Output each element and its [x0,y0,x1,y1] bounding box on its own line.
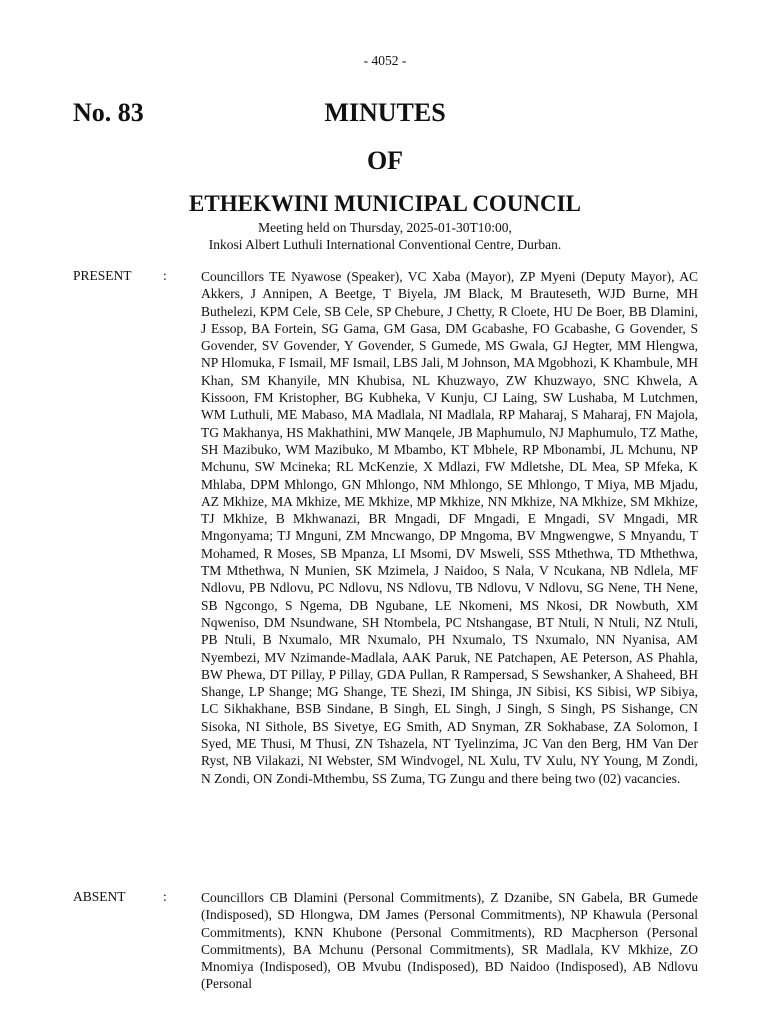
meeting-venue-line: Inkosi Albert Luthuli International Conventional Centre, Durban. [208,237,562,252]
document-number: No. 83 [73,98,144,127]
present-label: PRESENT [73,268,132,283]
meeting-date-line: Meeting held on Thursday, 2025-01-30T10:00, [258,220,512,235]
title-of: OF [366,146,404,175]
title-council: ETHEKWINI MUNICIPAL COUNCIL [189,191,581,216]
present-list: Councillors TE Nyawose (Speaker), VC Xaba (Mayor), ZP Myeni (Deputy Mayor), AC Akkers, J Annipen, A Beetge, T Biyela, JM Black, M Brauteseth, WJD Burne, MH Buthelezi, KPM Cele, SB Cele, SP Chebure, J Chetty, R Cloete, HU De Boer, BB Dlamini, J Essop, BA Fortein, SG Gama, GM Gasa, DM Gcabashe, FO Gcabashe, G Govender, S Govender, SV Govender, Y Govender, S Gumede, MS Gwala, GJ Hegter, MM Hlengwa, NP Hlomuka, F Ismail, MF Ismail, LBS Jali, M Johnson, MA Mgobhozi, K Khambule, MH Khan, SM Khanyile, MN Khubisa, NL Khuzwayo, ZW Khuzwayo, SNC Khwela, A Kissoon, FM Kristopher, BG Kubheka, V Kunju, CJ Laing, SW Lushaba, M Lutchmen, WM Luthuli, ME Mabaso, MA Madlala, NI Madlala, RP Maharaj, S Maharaj, FN Majola, TG Makhanya, HS Makhathini, MW Manqele, JB Maphumulo, NJ Maphumulo, TZ Mathe, SH Mazibuko, WM Mazibuko, M Mbambo, KT Mbhele, RP Mbonambi, JL Mchunu, NP Mchunu, SW Mcineka; RL McKenzie, X Mdlazi, FW Mdletshe, DL Mea, SP Mfeka, K Mhlaba, DPM Mhlongo, GN Mhlongo, NM Mhlongo, SE Mhlongo, T Miya, MB Mjadu, AZ Mkhize, MA Mkhize, ME Mkhize, MP Mkhize, NN Mkhize, NA Mkhize, SM Mkhize, TJ Mkhize, B Mkhwanazi, BR Mngadi, DF Mngadi, E Mngadi, SV Mngadi, MR Mngonyama; TJ Mnguni, ZM Mncwango, DP Mngoma, BV Mngwengwe, S Mnyandu, T Mohamed, R Moses, SB Mpanza, LI Msomi, DV Msweli, SSS Mthethwa, TD Mthethwa, TM Mthethwa, N Munien, SK Mzimela, J Naidoo, S Nala, V Ncukana, NB Ndlela, MF Ndlovu, PB Ndlovu, PC Ndlovu, NS Ndlovu, TB Ndlovu, V Ndlovu, SG Nene, TH Nene, SB Ngcongo, S Ngema, DB Ngubane, LE Nkomeni, MS Nkosi, DR Nowbuth, XM Nqweniso, DM Nsundwane, SH Ntombela, PC Ntshangase, BT Ntuli, N Ntuli, NZ Ntuli, PB Ntuli, B Nxumalo, MR Nxumalo, PH Nxumalo, TS Nxumalo, NN Nyanisa, AM Nyembezi, MV Nzimande-Madlala, AAK Paruk, NE Patchapen, AE Peterson, AS Phahla, BW Phewa, DT Pillay, P Pillay, GDA Pullan, R Rampersad, S Sewshanker, A Shaheed, BH Shange, LP Shange; MG Shange, TE Shezi, IM Shinga, JN Sibisi, KS Sibisi, WP Sibiya, LC Sikhakhane, BSB Sindane, B Singh, EL Singh, J Singh, S Singh, PS Sishange, CN Sisoka, NI Sithole, BS Sivetye, EG Smith, AD Snyman, ZR Sokhabase, ZA Solomon, I Syed, ME Thusi, M Thusi, ZN Tshazela, NT Tyelinzima, JC Van den Berg, HM Van Der Ryst, NB Vilakazi, NI Webster, SM Windvogel, NL Xulu, TV Xulu, NY Young, M Zondi, N Zondi, ON Zondi-Mthembu, SS Zuma, TG Zungu and there being two (02) vacancies. [201,269,698,786]
absent-list: Councillors CB Dlamini (Personal Commitments), Z Dzanibe, SN Gabela, BR Gumede (Indisposed), SD Hlongwa, DM James (Personal Commitments), NP Khawula (Personal Commitments), KNN Khubone (Personal Commitments), RD Macpherson (Personal Commitments), BA Mchunu (Personal Commitments), SR Madlala, KV Mkhize, ZO Mnomiya (Indisposed), OB Mvubu (Indisposed), BD Naidoo (Indisposed), AB Ndlovu (Personal [201,890,698,992]
absent-label: ABSENT [73,889,126,904]
title-minutes: MINUTES [324,98,446,127]
absent-colon: : [163,889,167,904]
page-number: - 4052 - [363,53,407,68]
present-colon: : [163,268,167,283]
